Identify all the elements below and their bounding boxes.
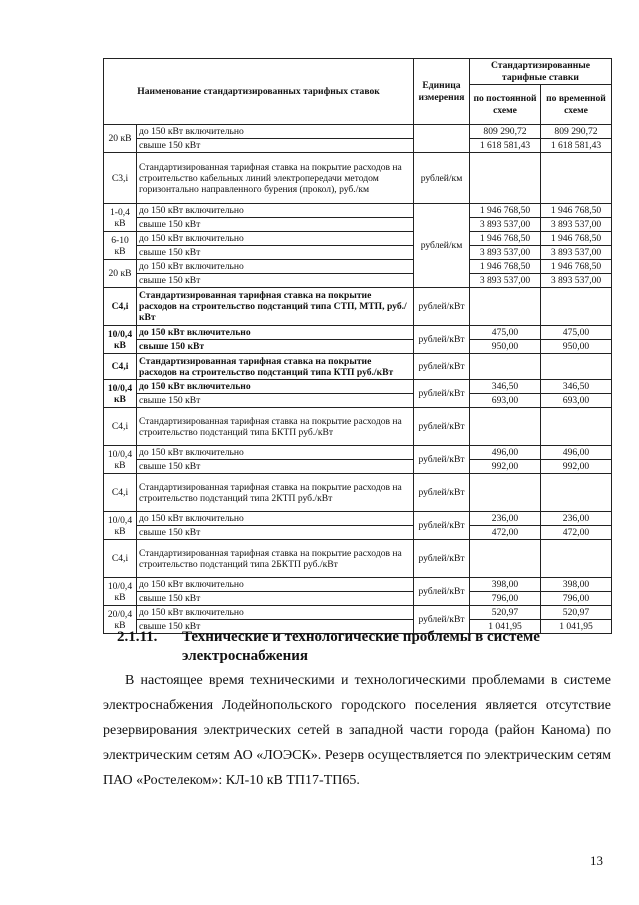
row-desc: свыше 150 кВт (137, 246, 414, 260)
value-const: 3 893 537,00 (470, 246, 541, 260)
table-row (104, 246, 612, 260)
row-unit: рублей/кВт (414, 474, 470, 512)
section-heading (117, 628, 587, 666)
table-row (104, 326, 612, 340)
row-unit: рублей/кВт (414, 326, 470, 354)
value-temp: 3 893 537,00 (541, 246, 612, 260)
table-row (104, 446, 612, 460)
row-unit: рублей/кВт (414, 288, 470, 326)
row-desc: Стандартизированная тарифная ставка на покрытие расходов на строительство подстанций типа БКТП руб./кВт (137, 408, 414, 446)
value-temp: 1 946 768,50 (541, 232, 612, 246)
table-row (104, 218, 612, 232)
row-unit: рублей/кВт (414, 578, 470, 606)
table-row (104, 512, 612, 526)
value-temp (541, 288, 612, 326)
table-row (104, 139, 612, 153)
table-row (104, 394, 612, 408)
row-desc: свыше 150 кВт (137, 620, 414, 634)
table-row (104, 408, 612, 446)
value-temp: 3 893 537,00 (541, 274, 612, 288)
row-unit: рублей/кВт (414, 512, 470, 540)
value-const: 809 290,72 (470, 125, 541, 139)
value-const (470, 474, 541, 512)
row-desc: свыше 150 кВт (137, 218, 414, 232)
row-desc: Стандартизированная тарифная ставка на покрытие расходов на строительство подстанций типа СТП, МТП, руб./кВт (137, 288, 414, 326)
value-const (470, 540, 541, 578)
value-const: 992,00 (470, 460, 541, 474)
row-desc: до 150 кВт включительно (137, 232, 414, 246)
row-unit: рублей/кВт (414, 408, 470, 446)
value-const: 346,50 (470, 380, 541, 394)
value-temp (541, 540, 612, 578)
value-const: 1 946 768,50 (470, 260, 541, 274)
row-desc: Стандартизированная тарифная ставка на покрытие расходов на строительство подстанций типа 2БКТП руб./кВт (137, 540, 414, 578)
value-temp (541, 153, 612, 204)
row-code: 10/0,4 кВ (104, 578, 137, 606)
row-desc: до 150 кВт включительно (137, 326, 414, 340)
value-temp: 496,00 (541, 446, 612, 460)
value-temp: 3 893 537,00 (541, 218, 612, 232)
value-const: 3 893 537,00 (470, 274, 541, 288)
row-desc: свыше 150 кВт (137, 340, 414, 354)
body-paragraph: В настоящее время техническими и технологическими проблемами в системе электроснабжения Лодейнопольского городского поселения является отсутствие резервирования электрических сетей в западной части города (район Канома) по электрическим сетям АО «ЛОЭСК». Резерв осуществляется по электрическим сетям ПАО «Ростелеком»: КЛ-10 кВ ТП17-ТП65. (103, 673, 611, 788)
row-code: С4,i (104, 354, 137, 380)
row-code: 20 кВ (104, 125, 137, 153)
value-temp: 809 290,72 (541, 125, 612, 139)
page-number: 13 (590, 853, 603, 868)
value-temp: 950,00 (541, 340, 612, 354)
value-const (470, 288, 541, 326)
value-temp: 472,00 (541, 526, 612, 540)
row-code: 20/0,4 кВ (104, 606, 137, 634)
row-unit: рублей/кВт (414, 354, 470, 380)
section-title-line1: Технические и технологические проблемы в системе (182, 629, 540, 645)
row-code: 10/0,4 кВ (104, 326, 137, 354)
row-code: 10/0,4 кВ (104, 380, 137, 408)
row-desc: свыше 150 кВт (137, 460, 414, 474)
table-row (104, 380, 612, 394)
row-unit: рублей/км (414, 204, 470, 288)
row-desc: до 150 кВт включительно (137, 204, 414, 218)
header-temp: по временной схеме (541, 85, 612, 125)
table-row (104, 232, 612, 246)
value-const: 1 946 768,50 (470, 204, 541, 218)
table-row (104, 606, 612, 620)
table-row (104, 125, 612, 139)
row-desc: Стандартизированная тарифная ставка на покрытие расходов на строительство подстанций типа КТП руб./кВт (137, 354, 414, 380)
value-temp (541, 354, 612, 380)
value-const: 1 946 768,50 (470, 232, 541, 246)
row-unit: рублей/кВт (414, 540, 470, 578)
table-row (104, 260, 612, 274)
header-unit: Единица измерения (414, 59, 470, 125)
table-row (104, 592, 612, 606)
row-desc: свыше 150 кВт (137, 394, 414, 408)
table-row (104, 274, 612, 288)
section-title-line2: электроснабжения (182, 648, 308, 664)
row-unit: рублей/км (414, 153, 470, 204)
value-const: 236,00 (470, 512, 541, 526)
value-const: 496,00 (470, 446, 541, 460)
row-desc: свыше 150 кВт (137, 526, 414, 540)
row-code: С4,i (104, 474, 137, 512)
table-row (104, 540, 612, 578)
value-const: 472,00 (470, 526, 541, 540)
tariff-table (103, 58, 612, 634)
value-const: 398,00 (470, 578, 541, 592)
row-desc: свыше 150 кВт (137, 139, 414, 153)
value-temp: 1 618 581,43 (541, 139, 612, 153)
row-code: С4,i (104, 288, 137, 326)
value-temp: 520,97 (541, 606, 612, 620)
value-temp: 693,00 (541, 394, 612, 408)
row-desc: до 150 кВт включительно (137, 606, 414, 620)
row-desc: до 150 кВт включительно (137, 446, 414, 460)
row-code: 6-10 кВ (104, 232, 137, 260)
value-temp: 1 946 768,50 (541, 260, 612, 274)
value-temp: 796,00 (541, 592, 612, 606)
row-desc: до 150 кВт включительно (137, 260, 414, 274)
row-desc: свыше 150 кВт (137, 274, 414, 288)
table-row (104, 474, 612, 512)
table-row (104, 526, 612, 540)
row-unit: рублей/кВт (414, 446, 470, 474)
row-code: 10/0,4 кВ (104, 512, 137, 540)
value-temp: 346,50 (541, 380, 612, 394)
row-desc: до 150 кВт включительно (137, 578, 414, 592)
table-header-row (104, 59, 612, 85)
value-temp (541, 474, 612, 512)
value-temp: 1 946 768,50 (541, 204, 612, 218)
table-row (104, 354, 612, 380)
table-row (104, 204, 612, 218)
value-const (470, 153, 541, 204)
value-const: 520,97 (470, 606, 541, 620)
row-unit (414, 125, 470, 153)
row-code: 20 кВ (104, 260, 137, 288)
value-temp: 1 041,95 (541, 620, 612, 634)
value-temp: 992,00 (541, 460, 612, 474)
row-code: С4,i (104, 540, 137, 578)
value-const: 1 618 581,43 (470, 139, 541, 153)
value-temp: 475,00 (541, 326, 612, 340)
value-temp: 236,00 (541, 512, 612, 526)
row-code: С4,i (104, 408, 137, 446)
table-row (104, 340, 612, 354)
value-const (470, 408, 541, 446)
value-const: 475,00 (470, 326, 541, 340)
row-desc: до 150 кВт включительно (137, 125, 414, 139)
value-const: 693,00 (470, 394, 541, 408)
header-name: Наименование стандартизированных тарифных ставок (104, 59, 414, 125)
table-row (104, 578, 612, 592)
value-temp: 398,00 (541, 578, 612, 592)
row-code: 10/0,4 кВ (104, 446, 137, 474)
table-row (104, 153, 612, 204)
value-const: 1 041,95 (470, 620, 541, 634)
row-desc: свыше 150 кВт (137, 592, 414, 606)
row-unit: рублей/кВт (414, 606, 470, 634)
row-code: С3,i (104, 153, 137, 204)
value-const: 3 893 537,00 (470, 218, 541, 232)
table-row (104, 288, 612, 326)
table-row (104, 460, 612, 474)
row-code: 1-0,4 кВ (104, 204, 137, 232)
row-desc: до 150 кВт включительно (137, 380, 414, 394)
section-number: 2.1.11. (117, 629, 158, 645)
header-rates: Стандартизированные тарифные ставки (470, 59, 612, 85)
row-unit: рублей/кВт (414, 380, 470, 408)
value-const (470, 354, 541, 380)
header-const: по постоянной схеме (470, 85, 541, 125)
row-desc: до 150 кВт включительно (137, 512, 414, 526)
row-desc: Стандартизированная тарифная ставка на покрытие расходов на строительство кабельных линий электропередачи методом горизонтально направленного бурения (прокол), руб./км (137, 153, 414, 204)
value-temp (541, 408, 612, 446)
row-desc: Стандартизированная тарифная ставка на покрытие расходов на строительство подстанций типа 2КТП руб./кВт (137, 474, 414, 512)
value-const: 950,00 (470, 340, 541, 354)
value-const: 796,00 (470, 592, 541, 606)
